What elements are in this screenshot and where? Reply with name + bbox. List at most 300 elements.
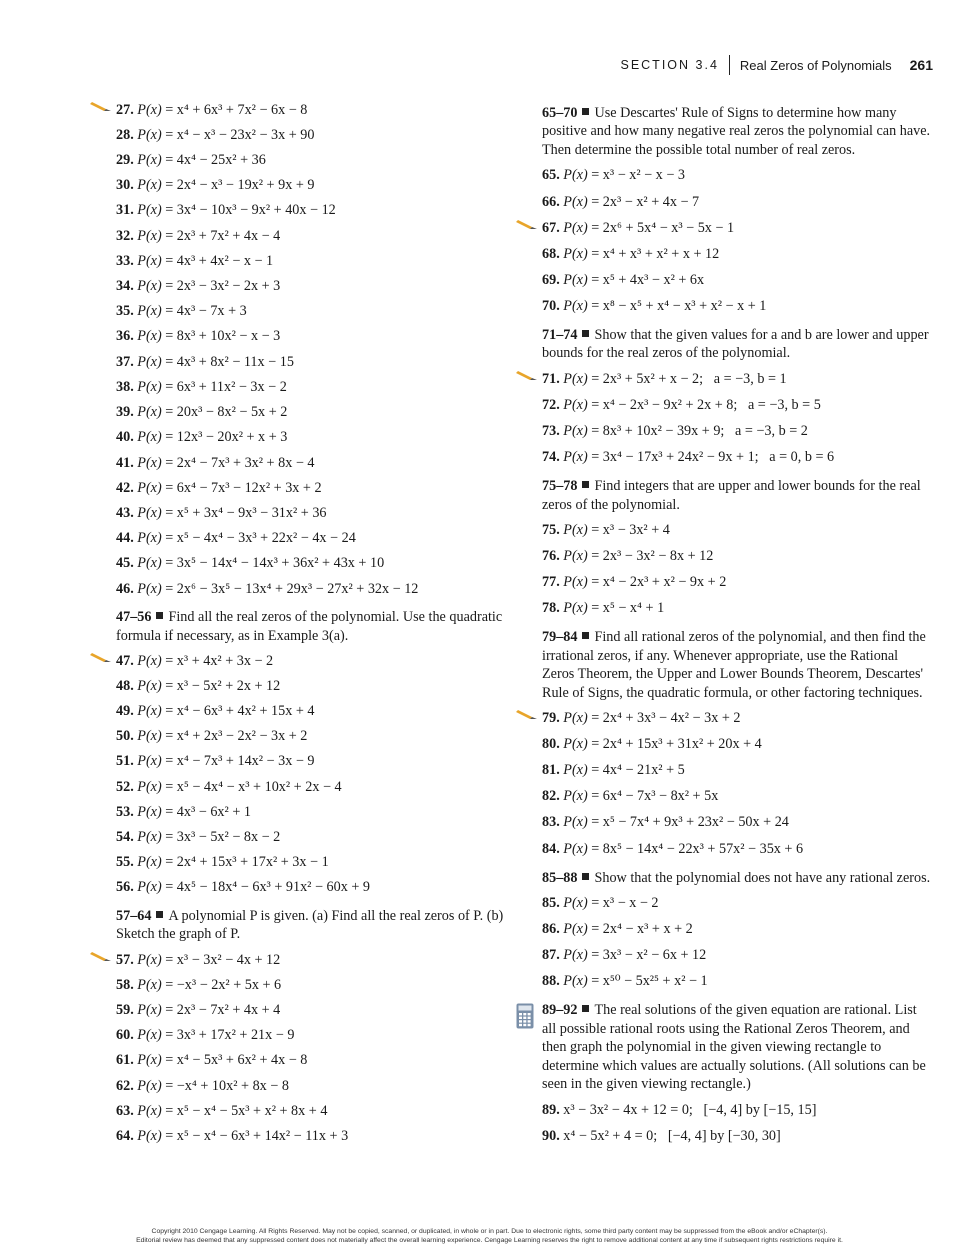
polynomial-expression: = 6x⁴ − 7x³ − 8x² + 5x	[591, 788, 719, 805]
exercise-33	[116, 249, 506, 274]
function-label: P(x)	[137, 829, 162, 846]
polynomial-expression: = x³ − 5x² + 2x + 12	[165, 677, 281, 694]
polynomial-expression: = 2x⁴ − x³ − 19x² + 9x + 9	[165, 177, 315, 194]
function-label: P(x)	[563, 574, 588, 591]
exercise-number: 64.	[116, 1127, 134, 1144]
exercise-80	[542, 732, 932, 758]
exercise-39	[116, 400, 506, 425]
left-exercise-column	[116, 98, 506, 1150]
instructions-text: Use Descartes' Rule of Signs to determine how many positive and how many negative real zeros the polynomial can have. Then determine the possible total number of real zeros.	[542, 105, 931, 158]
exercise-66	[542, 189, 932, 215]
exercise-31	[116, 199, 506, 224]
function-label: P(x)	[563, 895, 588, 912]
exercise-87	[542, 943, 932, 969]
function-label: P(x)	[563, 814, 588, 831]
exercise-number: 75.	[542, 522, 560, 539]
exercise-55	[116, 851, 506, 876]
exercise-number: 57.	[116, 951, 134, 968]
exercise-63	[116, 1099, 506, 1124]
polynomial-expression: = x⁴ + 2x³ − 2x² − 3x + 2	[165, 728, 308, 745]
instructions-85–88	[542, 869, 932, 887]
function-label: P(x)	[137, 703, 162, 720]
exercise-number: 70.	[542, 297, 560, 314]
exercise-67	[542, 216, 932, 242]
exercise-range: 47–56	[116, 609, 152, 626]
exercise-56	[116, 876, 506, 901]
exercise-61	[116, 1049, 506, 1074]
function-label: P(x)	[563, 710, 588, 727]
instructions-57–64	[116, 907, 506, 944]
exercise-number: 68.	[542, 245, 560, 262]
function-label: P(x)	[563, 788, 588, 805]
instructions-75–78	[542, 477, 932, 514]
exercise-number: 66.	[542, 193, 560, 210]
exercise-number: 31.	[116, 202, 134, 219]
function-label: P(x)	[563, 522, 588, 539]
exercise-number: 85.	[542, 895, 560, 912]
exercise-36	[116, 325, 506, 350]
polynomial-expression: = 2x⁴ − 7x³ + 3x² + 8x − 4	[165, 454, 315, 471]
exercise-85	[542, 891, 932, 917]
polynomial-expression: = 2x⁴ + 15x³ + 17x² + 3x − 1	[165, 854, 329, 871]
square-bullet-icon	[582, 481, 589, 488]
function-label: P(x)	[137, 1052, 162, 1069]
instructions-text: Find integers that are upper and lower bounds for the real zeros of the polynomial.	[542, 478, 921, 513]
exercise-range: 57–64	[116, 908, 152, 924]
exercise-number: 73.	[542, 422, 560, 439]
polynomial-expression: = 2x³ − 3x² − 2x + 3	[165, 278, 281, 295]
exercise-79	[542, 706, 932, 732]
pencil-icon	[90, 100, 112, 112]
exercise-number: 86.	[542, 921, 560, 938]
exercise-57	[116, 948, 506, 973]
exercise-number: 40.	[116, 429, 134, 446]
exercise-number: 84.	[542, 840, 560, 857]
right-exercise-column	[542, 98, 932, 1150]
polynomial-expression: = 2x³ − 3x² − 8x + 12	[591, 548, 714, 565]
section-label: SECTION 3.4	[620, 58, 719, 72]
exercise-number: 55.	[116, 854, 134, 871]
exercise-range: 65–70	[542, 105, 578, 121]
exercise-number: 49.	[116, 703, 134, 720]
function-label: P(x)	[137, 555, 162, 572]
polynomial-expression: = x⁵ − x⁴ − 6x³ + 14x² − 11x + 3	[165, 1127, 349, 1144]
function-label: P(x)	[137, 378, 162, 395]
polynomial-expression: = 3x³ − 5x² − 8x − 2	[165, 829, 281, 846]
exercise-69	[542, 268, 932, 294]
exercise-86	[542, 917, 932, 943]
exercise-59	[116, 998, 506, 1023]
exercise-number: 43.	[116, 504, 134, 521]
exercise-number: 54.	[116, 829, 134, 846]
exercise-number: 45.	[116, 555, 134, 572]
polynomial-expression: = 2x³ − x² + 4x − 7	[591, 193, 700, 210]
exercise-68	[542, 242, 932, 268]
exercise-number: 58.	[116, 976, 134, 993]
instructions-79–84	[542, 628, 932, 702]
function-label: P(x)	[137, 778, 162, 795]
function-label: P(x)	[137, 753, 162, 770]
exercise-72	[542, 393, 932, 419]
function-label: P(x)	[137, 278, 162, 295]
polynomial-expression: = x³ − 3x² − 4x + 12	[165, 951, 281, 968]
polynomial-expression: = x⁴ − 5x³ + 6x² + 4x − 8	[165, 1052, 308, 1069]
function-label: P(x)	[563, 736, 588, 753]
running-header	[620, 54, 933, 76]
polynomial-expression: = 2x⁶ + 5x⁴ − x³ − 5x − 1	[591, 219, 735, 236]
polynomial-expression: = 4x³ + 4x² − x − 1	[165, 252, 274, 269]
exercise-number: 52.	[116, 778, 134, 795]
polynomial-expression: = 2x⁴ + 3x³ − 4x² − 3x + 2	[591, 710, 741, 727]
exercise-51	[116, 750, 506, 775]
exercise-number: 27.	[116, 101, 134, 118]
instructions-text: The real solutions of the given equation are rational. List all possible rational roots using the Rational Zeros Theorem, and then graph the polynomial in the given viewing rectangle to determine which values are actually solutions. (All solutions can be seen in the given viewing rectangle.)	[542, 1002, 926, 1093]
function-label: P(x)	[137, 202, 162, 219]
footer-line-1: Copyright 2010 Cengage Learning. All Rights Reserved. May not be copied, scanned, or duplicated, in whole or in part. Due to electronic rights, some third party content may be suppressed from the eBook and/or eChapter(s).	[151, 1228, 828, 1236]
square-bullet-icon	[582, 632, 589, 639]
polynomial-expression: = 4x³ − 7x + 3	[165, 303, 247, 320]
polynomial-expression: = −x³ − 2x² + 5x + 6	[165, 976, 282, 993]
exercise-number: 80.	[542, 736, 560, 753]
polynomial-expression: = 4x⁴ − 21x² + 5	[591, 762, 685, 779]
exercise-38	[116, 375, 506, 400]
exercise-number: 30.	[116, 177, 134, 194]
function-label: P(x)	[137, 353, 162, 370]
exercise-number: 60.	[116, 1027, 134, 1044]
exercise-number: 38.	[116, 378, 134, 395]
exercise-88	[542, 969, 932, 995]
exercise-44	[116, 526, 506, 551]
polynomial-expression: = x⁴ − 6x³ + 4x² + 15x + 4	[165, 703, 315, 720]
function-label: P(x)	[137, 429, 162, 446]
function-label: P(x)	[137, 504, 162, 521]
polynomial-expression: = x⁵ − 7x⁴ + 9x³ + 23x² − 50x + 24	[591, 814, 789, 831]
exercise-number: 82.	[542, 788, 560, 805]
polynomial-expression: = x⁵ + 4x³ − x² + 6x	[591, 271, 705, 288]
polynomial-expression: = x⁵ − x⁴ + 1	[591, 600, 665, 617]
polynomial-expression: = 20x³ − 8x² − 5x + 2	[165, 404, 288, 421]
function-label: P(x)	[137, 1027, 162, 1044]
exercise-90	[542, 1124, 932, 1150]
function-label: P(x)	[137, 479, 162, 496]
exercise-35	[116, 300, 506, 325]
exercise-60	[116, 1024, 506, 1049]
square-bullet-icon	[582, 873, 589, 880]
function-label: P(x)	[137, 854, 162, 871]
function-label: P(x)	[563, 762, 588, 779]
polynomial-expression: = 2x³ − 7x² + 4x + 4	[165, 1001, 281, 1018]
function-label: P(x)	[137, 728, 162, 745]
polynomial-expression: = x³ − x − 2	[591, 895, 659, 912]
function-label: P(x)	[563, 167, 588, 184]
function-label: P(x)	[137, 580, 162, 597]
function-label: P(x)	[137, 976, 162, 993]
function-label: P(x)	[137, 454, 162, 471]
function-label: P(x)	[137, 652, 162, 669]
exercise-32	[116, 224, 506, 249]
exercise-37	[116, 350, 506, 375]
exercise-89	[542, 1098, 932, 1124]
polynomial-expression: = x⁴ − 2x³ − 9x² + 2x + 8; a = −3, b = 5	[591, 396, 821, 413]
calculator-icon	[516, 1003, 534, 1029]
exercise-64	[116, 1124, 506, 1149]
function-label: P(x)	[137, 101, 162, 118]
exercise-62	[116, 1074, 506, 1099]
pencil-icon	[516, 708, 538, 720]
function-label: P(x)	[563, 422, 588, 439]
exercise-47	[116, 649, 506, 674]
function-label: P(x)	[137, 1102, 162, 1119]
page-number: 261	[909, 57, 933, 73]
exercise-78	[542, 596, 932, 622]
polynomial-expression: = x⁴ + x³ + x² + x + 12	[591, 245, 720, 262]
exercise-number: 87.	[542, 947, 560, 964]
exercise-82	[542, 784, 932, 810]
instructions-text: Find all the real zeros of the polynomial. Use the quadratic formula if necessary, as in Example 3(a).	[116, 609, 503, 644]
instructions-text: Find all rational zeros of the polynomial, and then find the irrational zeros, if any. Whenever appropriate, use the Rational Zeros Theorem, the Upper and Lower Bounds Theorem, Descartes' Rule of Signs, the quadratic formula, or other factoring techniques.	[542, 629, 926, 701]
exercise-58	[116, 973, 506, 998]
exercise-number: 79.	[542, 710, 560, 727]
exercise-number: 35.	[116, 303, 134, 320]
exercise-number: 56.	[116, 879, 134, 896]
polynomial-expression: = 2x³ + 5x² + x − 2; a = −3, b = 1	[591, 370, 787, 387]
polynomial-expression: = x⁴ − x³ − 23x² − 3x + 90	[165, 126, 315, 143]
exercise-range: 75–78	[542, 478, 578, 495]
exercise-number: 47.	[116, 652, 134, 669]
pencil-icon	[90, 950, 112, 962]
exercise-77	[542, 570, 932, 596]
exercise-40	[116, 426, 506, 451]
instructions-text: A polynomial P is given. (a) Find all the real zeros of P. (b) Sketch the graph of P.	[116, 908, 504, 943]
instructions-text: Show that the given values for a and b are lower and upper bounds for the real zeros of the polynomial.	[542, 326, 929, 362]
instructions-71–74	[542, 326, 932, 363]
square-bullet-icon	[582, 330, 589, 337]
exercise-73	[542, 419, 932, 445]
polynomial-expression: = 8x³ + 10x² − 39x + 9; a = −3, b = 2	[591, 422, 808, 439]
polynomial-expression: = x⁵ − 4x⁴ − x³ + 10x² + 2x − 4	[165, 778, 342, 795]
polynomial-expression: = 8x³ + 10x² − x − 3	[165, 328, 281, 345]
function-label: P(x)	[137, 1127, 162, 1144]
function-label: P(x)	[137, 126, 162, 143]
exercise-54	[116, 825, 506, 850]
exercise-42	[116, 476, 506, 501]
square-bullet-icon	[582, 108, 589, 115]
polynomial-expression: = 6x⁴ − 7x³ − 12x² + 3x + 2	[165, 479, 322, 496]
exercise-range: 85–88	[542, 869, 578, 886]
polynomial-expression: = 2x⁴ + 15x³ + 31x² + 20x + 4	[591, 736, 762, 753]
exercise-number: 88.	[542, 973, 560, 990]
exercise-number: 76.	[542, 548, 560, 565]
exercise-83	[542, 810, 932, 836]
polynomial-expression: = x⁴ − 2x³ + x² − 9x + 2	[591, 574, 727, 591]
exercise-number: 48.	[116, 677, 134, 694]
function-label: P(x)	[563, 449, 588, 466]
function-label: P(x)	[137, 177, 162, 194]
function-label: P(x)	[563, 219, 588, 236]
function-label: P(x)	[137, 227, 162, 244]
polynomial-expression: = x⁵ − x⁴ − 5x³ + x² + 8x + 4	[165, 1102, 328, 1119]
polynomial-expression: = 4x⁴ − 25x² + 36	[165, 152, 266, 169]
polynomial-expression: = 3x³ + 17x² + 21x − 9	[165, 1027, 295, 1044]
exercise-74	[542, 445, 932, 471]
polynomial-expression: x⁴ − 5x² + 4 = 0; [−4, 4] by [−30, 30]	[563, 1127, 781, 1144]
exercise-70	[542, 294, 932, 320]
exercise-number: 59.	[116, 1001, 134, 1018]
exercise-28	[116, 123, 506, 148]
polynomial-expression: = x⁴ − 7x³ + 14x² − 3x − 9	[165, 753, 315, 770]
exercise-number: 83.	[542, 814, 560, 831]
instructions-65–70	[542, 104, 932, 159]
function-label: P(x)	[563, 271, 588, 288]
function-label: P(x)	[137, 951, 162, 968]
exercise-41	[116, 451, 506, 476]
polynomial-expression: = 2x⁴ − x³ + x + 2	[591, 921, 693, 938]
exercise-65	[542, 163, 932, 189]
exercise-number: 51.	[116, 753, 134, 770]
exercise-number: 50.	[116, 728, 134, 745]
exercise-number: 41.	[116, 454, 134, 471]
exercise-number: 78.	[542, 600, 560, 617]
exercise-number: 46.	[116, 580, 134, 597]
polynomial-expression: = x³ − 3x² + 4	[591, 522, 670, 539]
exercise-81	[542, 758, 932, 784]
exercise-range: 89–92	[542, 1002, 578, 1019]
exercise-50	[116, 725, 506, 750]
function-label: P(x)	[137, 1001, 162, 1018]
exercise-29	[116, 148, 506, 173]
function-label: P(x)	[563, 600, 588, 617]
exercise-number: 71.	[542, 370, 560, 387]
function-label: P(x)	[563, 973, 588, 990]
pencil-icon	[516, 218, 538, 230]
exercise-53	[116, 800, 506, 825]
exercise-34	[116, 274, 506, 299]
polynomial-expression: = 4x³ − 6x² + 1	[165, 803, 251, 820]
polynomial-expression: = 12x³ − 20x² + x + 3	[165, 429, 288, 446]
exercise-43	[116, 501, 506, 526]
exercise-range: 79–84	[542, 629, 578, 646]
exercise-number: 65.	[542, 167, 560, 184]
instructions-text: Show that the polynomial does not have any rational zeros.	[594, 869, 931, 886]
polynomial-expression: = x⁴ + 6x³ + 7x² − 6x − 8	[165, 101, 308, 118]
exercise-number: 67.	[542, 219, 560, 236]
polynomial-expression: = 4x³ + 8x² − 11x − 15	[165, 353, 294, 370]
function-label: P(x)	[137, 252, 162, 269]
polynomial-expression: = x⁵ − 4x⁴ − 3x³ + 22x² − 4x − 24	[165, 530, 356, 547]
function-label: P(x)	[563, 396, 588, 413]
exercise-48	[116, 674, 506, 699]
polynomial-expression: = 3x⁵ − 14x⁴ − 14x³ + 36x² + 43x + 10	[165, 555, 385, 572]
exercise-number: 28.	[116, 126, 134, 143]
exercise-number: 34.	[116, 278, 134, 295]
exercise-84	[542, 836, 932, 862]
instructions-89–92	[542, 1001, 932, 1093]
exercise-number: 42.	[116, 479, 134, 496]
exercise-number: 61.	[116, 1052, 134, 1069]
polynomial-expression: = −x⁴ + 10x² + 8x − 8	[165, 1077, 289, 1094]
function-label: P(x)	[563, 245, 588, 262]
polynomial-expression: = 3x³ − x² − 6x + 12	[591, 947, 707, 964]
exercise-number: 72.	[542, 396, 560, 413]
exercise-49	[116, 699, 506, 724]
polynomial-expression: = 3x⁴ − 17x³ + 24x² − 9x + 1; a = 0, b = 6	[591, 449, 835, 466]
exercise-number: 39.	[116, 404, 134, 421]
exercise-number: 62.	[116, 1077, 134, 1094]
pencil-icon	[90, 651, 112, 663]
polynomial-expression: = 4x⁵ − 18x⁴ − 6x³ + 91x² − 60x + 9	[165, 879, 370, 896]
polynomial-expression: = 2x⁶ − 3x⁵ − 13x⁴ + 29x³ − 27x² + 32x − 12	[165, 580, 419, 597]
exercise-number: 77.	[542, 574, 560, 591]
header-divider	[729, 55, 730, 75]
exercise-number: 69.	[542, 271, 560, 288]
exercise-number: 53.	[116, 803, 134, 820]
exercise-number: 74.	[542, 449, 560, 466]
exercise-number: 81.	[542, 762, 560, 779]
instructions-47–56	[116, 608, 506, 645]
function-label: P(x)	[563, 947, 588, 964]
square-bullet-icon	[582, 1005, 589, 1012]
square-bullet-icon	[156, 911, 163, 918]
copyright-footer	[0, 1228, 979, 1245]
function-label: P(x)	[137, 404, 162, 421]
polynomial-expression: = x³ − x² − x − 3	[591, 167, 685, 184]
function-label: P(x)	[563, 921, 588, 938]
polynomial-expression: = x⁵ + 3x⁴ − 9x³ − 31x² + 36	[165, 504, 327, 521]
function-label: P(x)	[563, 840, 588, 857]
function-label: P(x)	[563, 193, 588, 210]
polynomial-expression: = x⁵⁰ − 5x²⁵ + x² − 1	[591, 973, 708, 990]
polynomial-expression: = x⁸ − x⁵ + x⁴ − x³ + x² − x + 1	[591, 297, 767, 314]
exercise-76	[542, 544, 932, 570]
exercise-number: 89.	[542, 1101, 560, 1118]
function-label: P(x)	[563, 548, 588, 565]
exercise-75	[542, 518, 932, 544]
exercise-number: 44.	[116, 530, 134, 547]
exercise-range: 71–74	[542, 326, 578, 343]
exercise-number: 29.	[116, 152, 134, 169]
function-label: P(x)	[137, 303, 162, 320]
function-label: P(x)	[137, 152, 162, 169]
exercise-71	[542, 367, 932, 393]
exercise-52	[116, 775, 506, 800]
exercise-30	[116, 174, 506, 199]
section-title: Real Zeros of Polynomials	[739, 57, 892, 73]
function-label: P(x)	[137, 879, 162, 896]
exercise-number: 32.	[116, 227, 134, 244]
function-label: P(x)	[137, 1077, 162, 1094]
footer-line-2: Editorial review has deemed that any suppressed content does not materially affect the overall learning experience. Cengage Learning reserves the right to remove additional content at any time if subsequent rights restrictions require it.	[136, 1236, 843, 1244]
pencil-icon	[516, 369, 538, 381]
square-bullet-icon	[156, 612, 163, 619]
function-label: P(x)	[563, 297, 588, 314]
exercise-number: 63.	[116, 1102, 134, 1119]
exercise-number: 90.	[542, 1127, 560, 1144]
polynomial-expression: x³ − 3x² − 4x + 12 = 0; [−4, 4] by [−15, 15]	[563, 1101, 817, 1118]
exercise-number: 33.	[116, 252, 134, 269]
exercise-46	[116, 577, 506, 602]
polynomial-expression: = 3x⁴ − 10x³ − 9x² + 40x − 12	[165, 202, 336, 219]
exercise-number: 36.	[116, 328, 134, 345]
polynomial-expression: = 8x⁵ − 14x⁴ − 22x³ + 57x² − 35x + 6	[591, 840, 804, 857]
polynomial-expression: = 2x³ + 7x² + 4x − 4	[165, 227, 281, 244]
exercise-27	[116, 98, 506, 123]
function-label: P(x)	[137, 803, 162, 820]
polynomial-expression: = 6x³ + 11x² − 3x − 2	[165, 378, 287, 395]
function-label: P(x)	[137, 328, 162, 345]
function-label: P(x)	[137, 677, 162, 694]
function-label: P(x)	[563, 370, 588, 387]
function-label: P(x)	[137, 530, 162, 547]
